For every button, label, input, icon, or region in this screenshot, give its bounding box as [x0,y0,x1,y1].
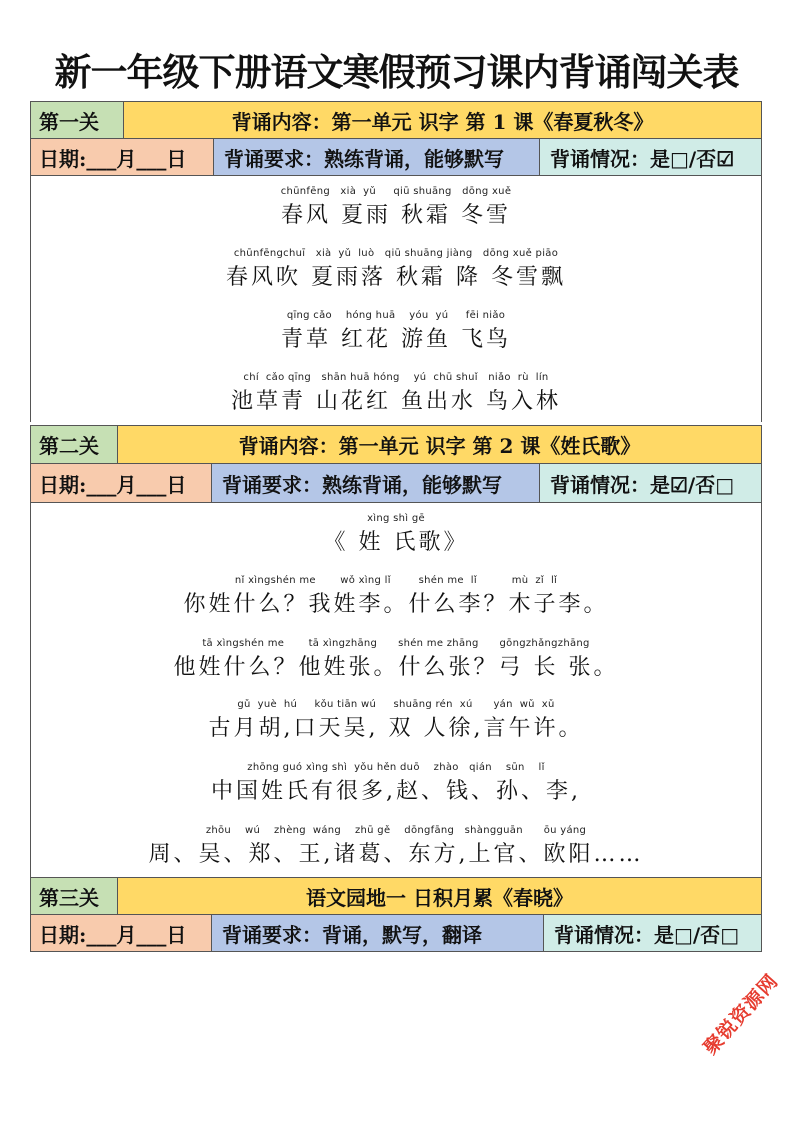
pinyin: qīng cǎo hóng huā yóu yú fēi niǎo [286,310,506,321]
recite-content: 背诵内容：第一单元 识字 第 2 课《姓氏歌》 [117,426,761,463]
date-field[interactable]: 日期:___月___日 [31,139,213,175]
hanzi: 古月胡,口天吴, 双 人徐,言午许。 [208,716,584,741]
hanzi: 春风吹 夏雨落 秋霜 降 冬雪飘 [226,265,566,290]
pinyin: chūnfēngchuī xià yǔ luò qiū shuāng jiàng dōng xuě piāo [233,248,559,259]
recite-status[interactable]: 背诵情况：是□/否□ [543,915,761,951]
verse-line [31,762,761,805]
verse-line [31,575,761,618]
hanzi: 中国姓氏有很多,赵、钱、孙、李, [211,779,581,804]
hanzi: 青草 红花 游鱼 飞鸟 [281,327,511,352]
verse-line [31,825,761,868]
pinyin: chūnfēng xià yǔ qiū shuāng dōng xuě [280,186,512,197]
pinyin: xìng shì gē [367,513,425,524]
pinyin: nǐ xìngshén me wǒ xìng lǐ shén me lǐ mù zǐ lǐ [234,575,558,586]
hanzi: 池草青 山花红 鱼出水 鸟入林 [231,389,561,414]
page-title: 新一年级下册语文寒假预习课内背诵闯关表 [54,51,739,94]
text-body [30,175,762,422]
recite-requirement: 背诵要求：熟练背诵，能够默写 [213,139,539,175]
verse-line [31,310,761,353]
hanzi: 《 姓 氏歌》 [323,530,469,555]
recite-content: 语文园地一 日积月累《春晓》 [117,878,761,914]
pinyin: tā xìngshén me tā xìngzhāng shén me zhāng gōngzhǎngzhāng [202,638,590,649]
verse-line [31,186,761,229]
recite-requirement: 背诵要求：背诵，默写，翻译 [211,915,543,951]
verse-line [31,699,761,742]
pinyin: chí cǎo qīng shān huā hóng yú chū shuǐ niǎo rù lín [243,372,549,383]
pinyin: zhōng guó xìng shì yǒu hěn duō zhào qián sūn lǐ [247,762,545,773]
hanzi: 他姓什么？他姓张。什么张？弓 长 张。 [173,655,619,680]
text-body [30,502,762,877]
watermark-stamp: 聚锐资源网 [699,969,783,1060]
hanzi: 春风 夏雨 秋霜 冬雪 [281,203,511,228]
verse-line [31,638,761,681]
verse-line [31,248,761,291]
level-label: 第三关 [31,878,117,914]
hanzi: 你姓什么？我姓李。什么李？木子李。 [183,592,609,617]
verse-line [31,372,761,415]
recite-status[interactable]: 背诵情况：是☑/否□ [539,464,761,502]
pinyin: gǔ yuè hú kǒu tiān wú shuāng rén xú yán wǔ xǔ [237,699,555,710]
recite-content: 背诵内容：第一单元 识字 第 1 课《春夏秋冬》 [123,102,761,138]
section-1 [30,101,762,422]
section-2 [30,425,762,877]
section-3 [30,877,762,952]
pinyin: zhōu wú zhèng wáng zhū gě dōngfāng shàngguān ōu yáng [205,825,587,836]
date-field[interactable]: 日期:___月___日 [31,464,211,502]
level-label: 第一关 [31,102,123,138]
recite-requirement: 背诵要求：熟练背诵，能够默写 [211,464,539,502]
level-label: 第二关 [31,426,117,463]
date-field[interactable]: 日期:___月___日 [31,915,211,951]
poem-title [31,513,761,556]
hanzi: 周、吴、郑、王,诸葛、东方,上官、欧阳…… [148,842,644,867]
recite-status[interactable]: 背诵情况：是□/否☑ [539,139,761,175]
